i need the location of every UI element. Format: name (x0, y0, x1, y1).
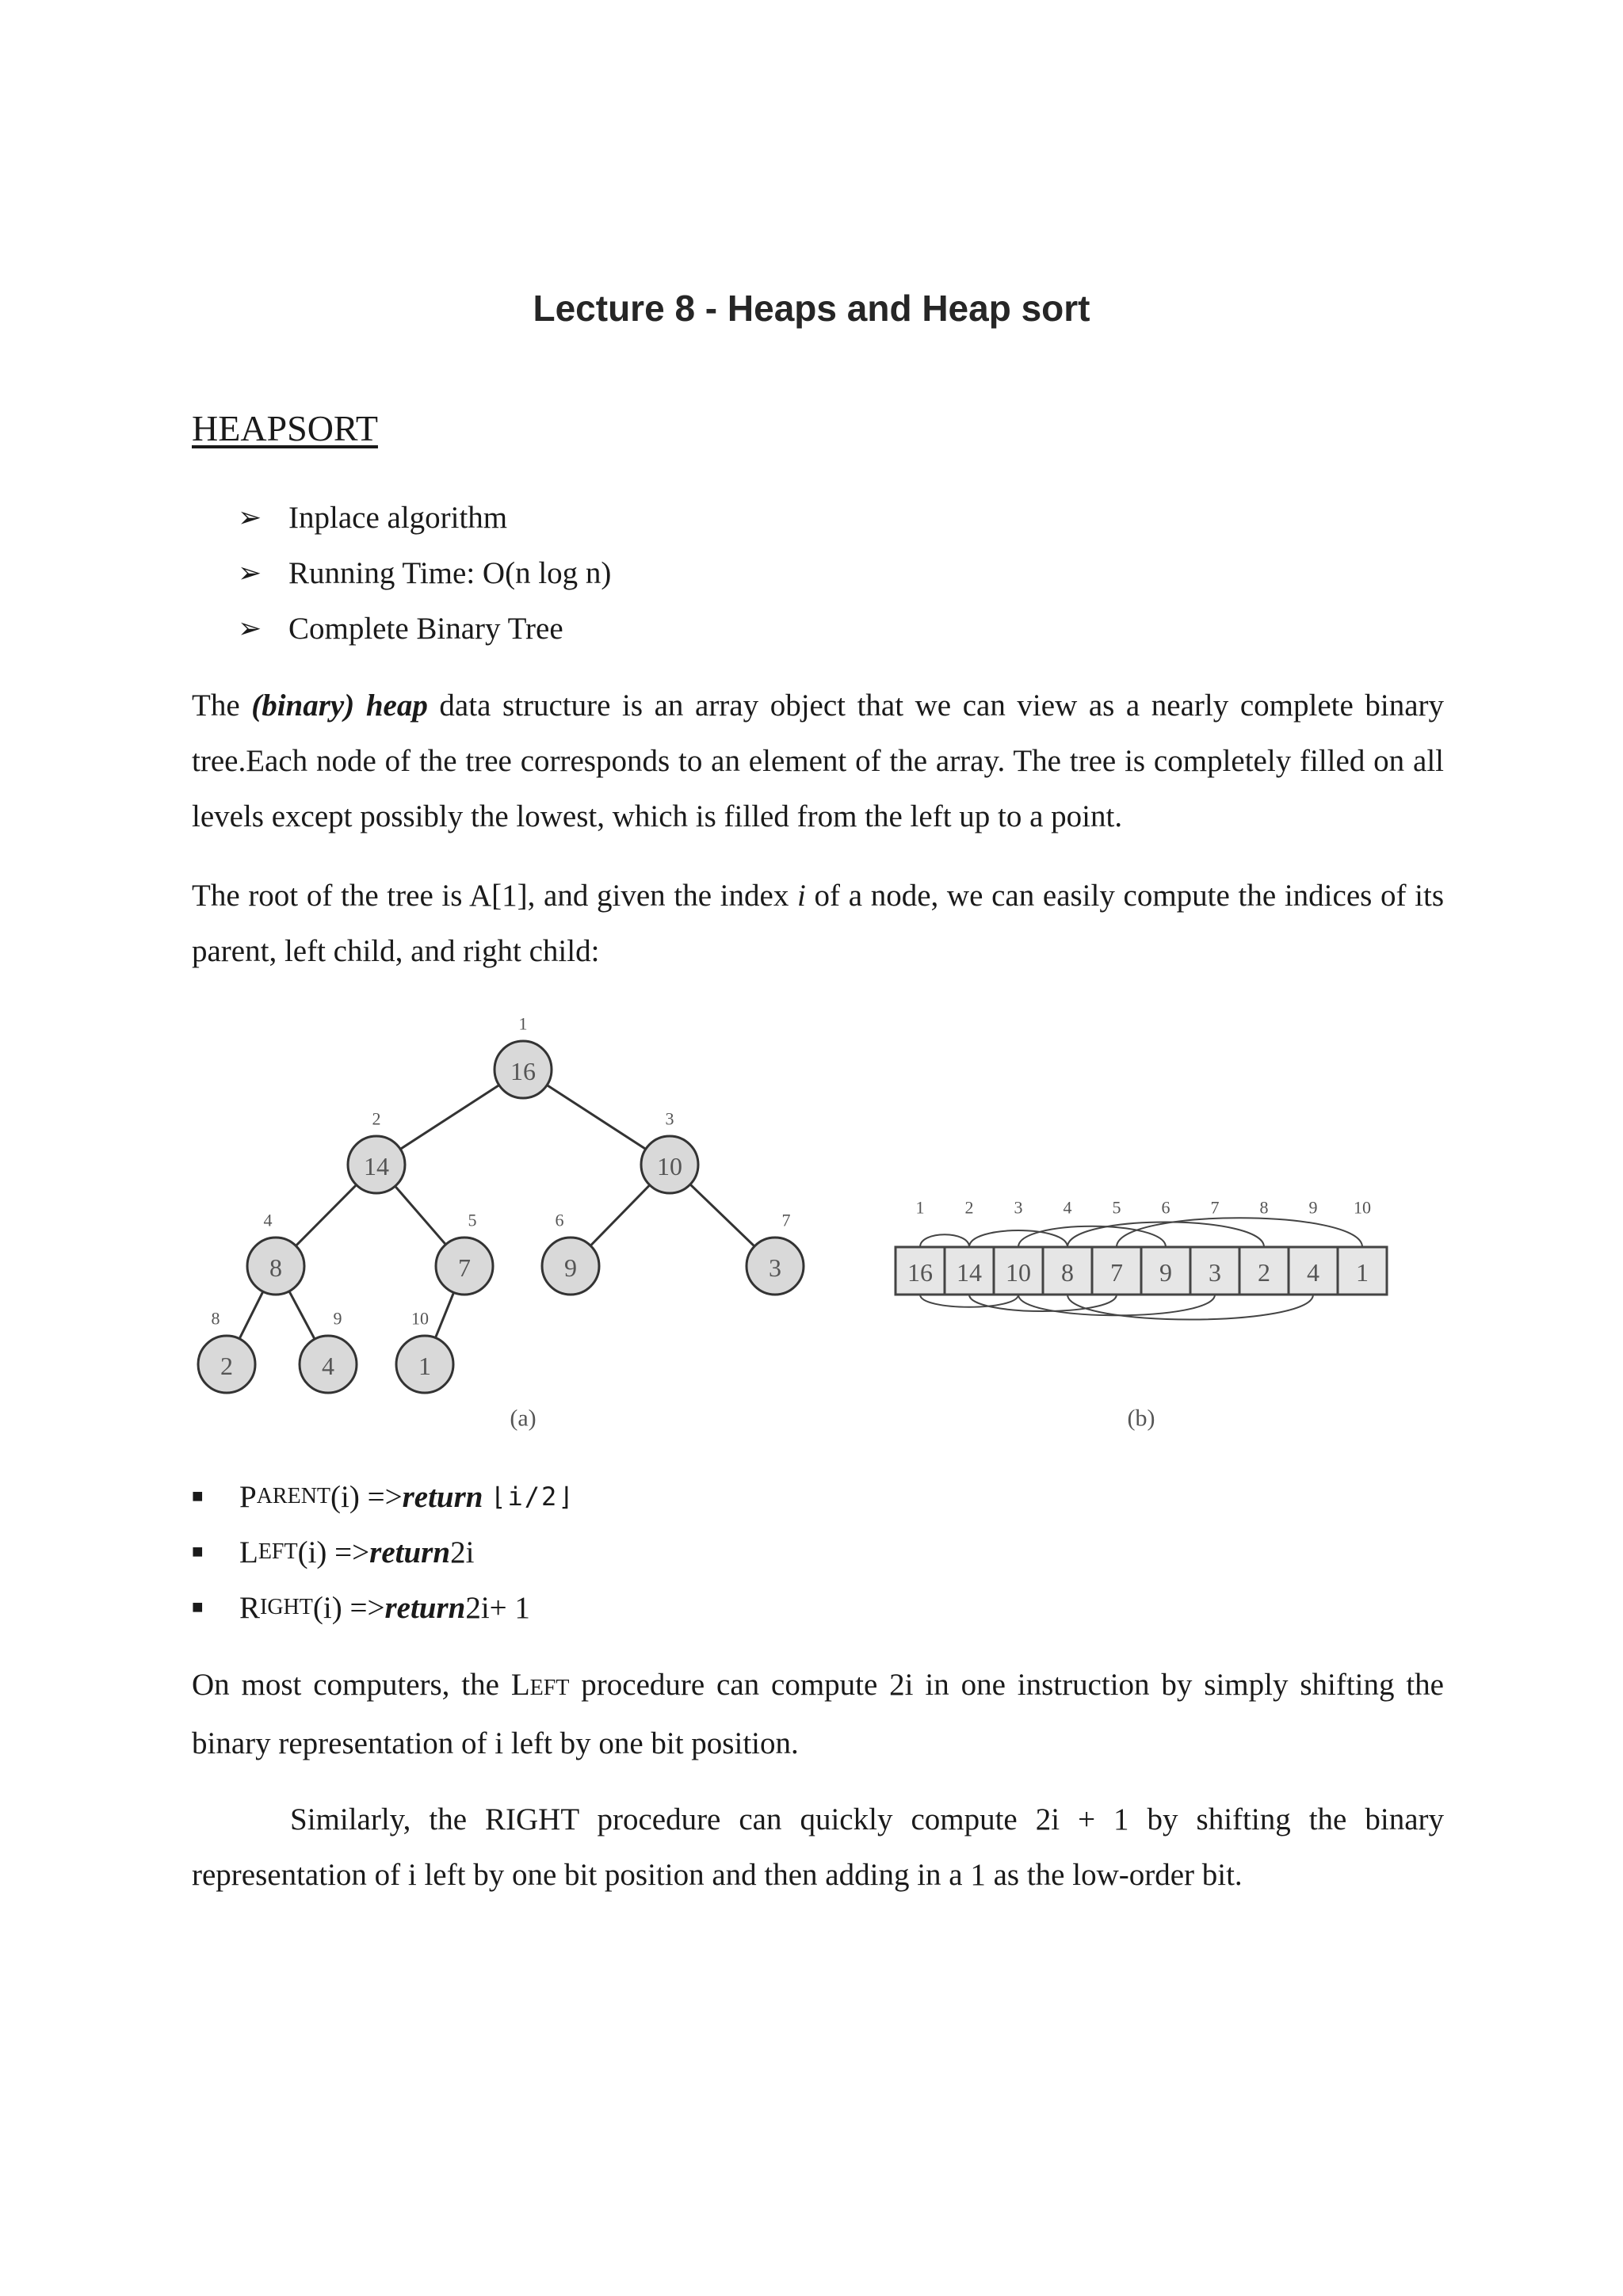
tree-edge (289, 1291, 315, 1339)
tree-node-index: 7 (781, 1210, 791, 1230)
tree-node-value: 7 (458, 1253, 471, 1282)
tree-node-index: 1 (518, 1013, 528, 1034)
tree-node-value: 10 (657, 1152, 682, 1180)
list-item: ➢ Complete Binary Tree (238, 611, 563, 646)
arrow-bullet-icon: ➢ (238, 612, 262, 644)
tree-node-index: 2 (372, 1108, 381, 1129)
array-link-arc (1018, 1295, 1215, 1315)
paragraph-root-index: The root of the tree is A[1], and given the index i of a node, we can easily compute the indices of its parent, left child, and right child: (192, 879, 1444, 968)
array-cell-value: 1 (1356, 1258, 1369, 1287)
array-cell-value: 4 (1307, 1258, 1319, 1287)
array-index: 9 (1308, 1197, 1318, 1218)
page-title: Lecture 8 - Heaps and Heap sort (533, 288, 1090, 329)
tree-edge (547, 1085, 646, 1150)
array-index: 6 (1161, 1197, 1170, 1218)
tree-node-value: 14 (364, 1152, 389, 1180)
array-index: 10 (1354, 1197, 1371, 1218)
tree-edge (690, 1184, 754, 1246)
tree-edge (395, 1186, 446, 1245)
emphasis-binary-heap: (binary) heap (251, 688, 428, 723)
tree-node-value: 8 (269, 1253, 282, 1282)
square-bullet-icon: ■ (192, 1541, 204, 1562)
array-cell-value: 8 (1061, 1258, 1074, 1287)
array-cell-value: 9 (1159, 1258, 1172, 1287)
tree-node-value: 16 (510, 1057, 536, 1085)
array-index: 2 (964, 1197, 974, 1218)
caption-a: (a) (510, 1405, 537, 1432)
array-cell-value: 2 (1258, 1258, 1270, 1287)
tree-node-value: 1 (418, 1352, 431, 1380)
caption-b: (b) (1127, 1405, 1155, 1432)
tree-node-value: 3 (769, 1253, 781, 1282)
function-right: ■ R IGHT (i) => return 2i+ 1 (192, 1590, 530, 1625)
square-bullet-icon: ■ (192, 1486, 204, 1507)
tree-node-index: 9 (333, 1308, 342, 1329)
list-item: ➢ Inplace algorithm (238, 500, 508, 535)
index-functions-list (192, 1469, 575, 1635)
tree-edge (296, 1185, 356, 1246)
tree-node-index: 6 (555, 1210, 564, 1230)
feature-list (238, 490, 611, 656)
section-heading: HEAPSORT (192, 408, 378, 448)
function-left: ■ L EFT (i) => return 2i (192, 1535, 475, 1569)
paragraph-left-procedure: On most computers, the LEFT procedure can compute 2i in one instruction by simply shifting the binary representation of i left by one bit position. (192, 1668, 1444, 1760)
tree-edge (435, 1292, 453, 1337)
tree-node-index: 5 (468, 1210, 477, 1230)
tree-edge (590, 1185, 650, 1245)
arrow-bullet-icon: ➢ (238, 502, 262, 533)
tree-node-index: 4 (263, 1210, 273, 1230)
heap-figure (174, 990, 1411, 1458)
square-bullet-icon: ■ (192, 1596, 204, 1618)
array-index: 8 (1259, 1197, 1269, 1218)
heap-diagram (174, 990, 1411, 1458)
array-cell-value: 3 (1209, 1258, 1221, 1287)
tree-node-index: 3 (665, 1108, 674, 1129)
tree-edge (400, 1085, 499, 1150)
array-index: 3 (1014, 1197, 1023, 1218)
array-index: 5 (1112, 1197, 1121, 1218)
tree-node-index: 10 (411, 1308, 429, 1329)
array-link-arc (920, 1234, 969, 1247)
array-cell-value: 16 (907, 1258, 933, 1287)
paragraph-right-procedure: Similarly, the RIGHT procedure can quickly compute 2i + 1 by shifting the binary representation of i left by one bit position and then adding in a 1 as the low-order bit. (192, 1802, 1444, 1892)
array-cell-value: 7 (1110, 1258, 1123, 1287)
array-cell-value: 10 (1006, 1258, 1031, 1287)
paragraph-heap-definition: The (binary) heap data structure is an array object that we can view as a nearly complete binary tree.Each node of the tree corresponds to an element of the array. The tree is completely filled on all levels except possibly the lowest, which is filled from the left up to a point. (192, 688, 1444, 833)
array-index: 1 (915, 1197, 925, 1218)
tree-node-index: 8 (211, 1308, 220, 1329)
tree-node-value: 9 (564, 1253, 577, 1282)
arrow-bullet-icon: ➢ (238, 557, 262, 589)
tree-node-value: 4 (322, 1352, 334, 1380)
tree-edge (239, 1291, 263, 1339)
array-cell-value: 14 (957, 1258, 982, 1287)
array-index: 4 (1063, 1197, 1072, 1218)
array-index: 7 (1210, 1197, 1220, 1218)
list-item: ➢ Running Time: O(n log n) (238, 555, 612, 590)
function-parent: ■ P ARENT (i) => return ⌊i/2⌋ (192, 1479, 575, 1514)
tree-node-value: 2 (220, 1352, 233, 1380)
